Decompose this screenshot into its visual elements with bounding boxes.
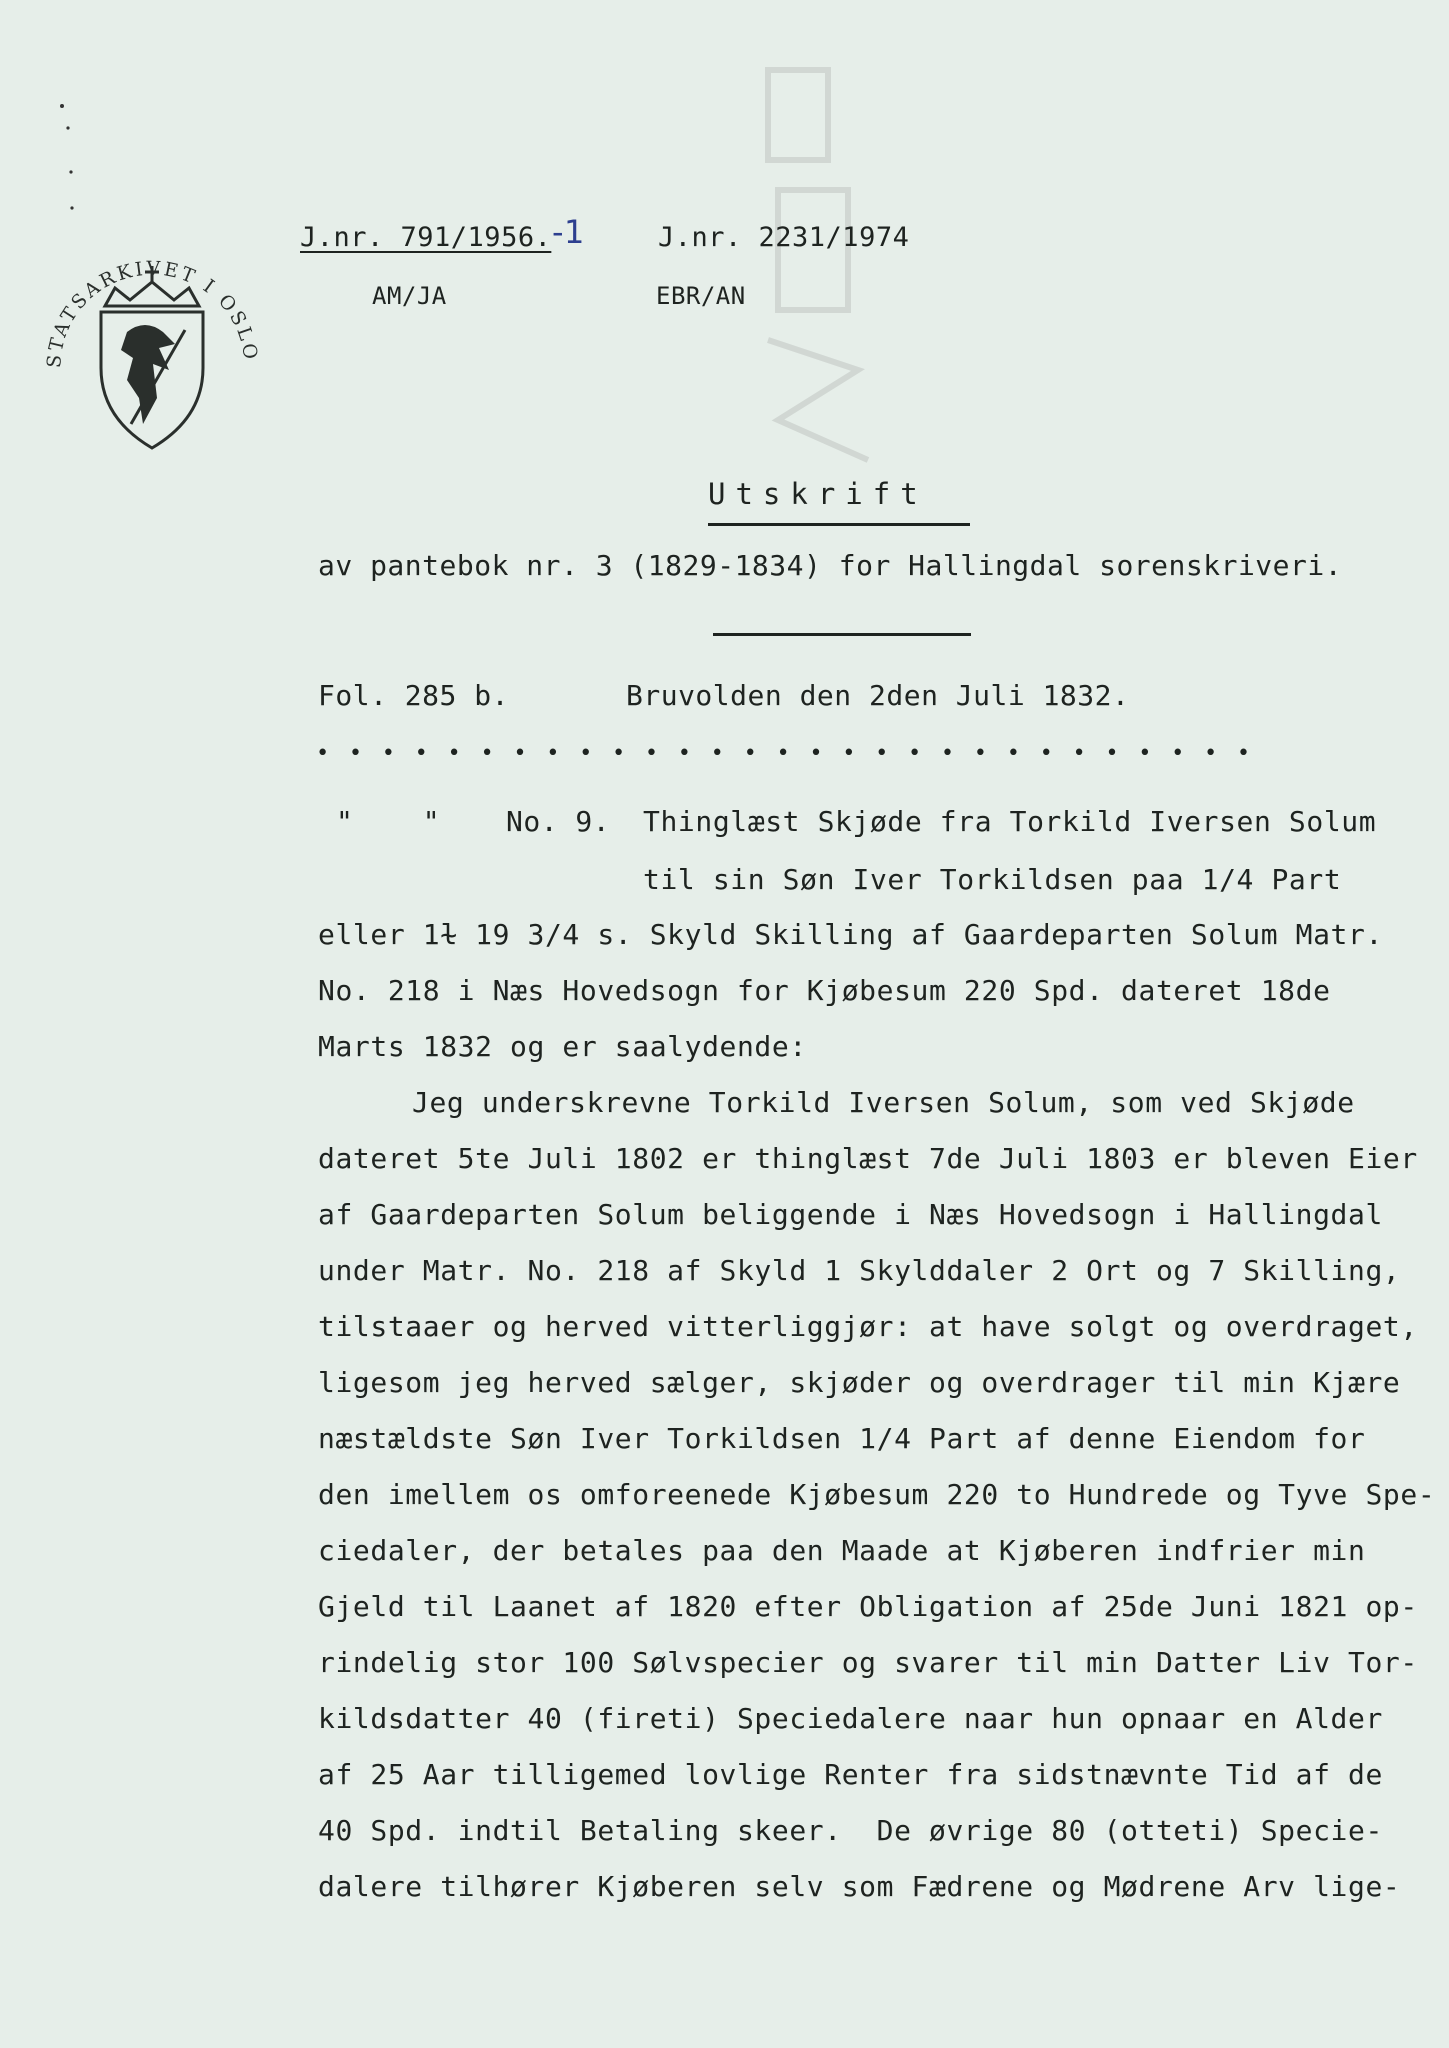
body-line: No. 218 i Næs Hovedsogn for Kjøbesum 220 Spd. dateret 18de [318, 974, 1331, 1007]
ref-left-handwritten: -1 [552, 213, 585, 251]
document-subtitle: av pantebok nr. 3 (1829-1834) for Hallingdal sorenskriveri. [318, 549, 1343, 582]
norwegian-lion-coat-of-arms-icon [101, 266, 203, 448]
body-line: Gjeld til Laanet af 1820 efter Obligation af 25de Juni 1821 op- [318, 1590, 1418, 1623]
body-line: Jeg underskrevne Torkild Iversen Solum, som ved Skjøde [412, 1086, 1355, 1119]
body-line: kildsdatter 40 (fireti) Speciedalere naar hun opnaar en Alder [318, 1702, 1383, 1735]
ref-left-initials: AM/JA [372, 282, 447, 310]
body-line: til sin Søn Iver Torkildsen paa 1/4 Part [643, 863, 1342, 896]
body-line: rindelig stor 100 Sølvspecier og svarer til min Datter Liv Tor- [318, 1646, 1418, 1679]
ref-right-initials: EBR/AN [656, 282, 746, 310]
body-line: eller 1ɫ 19 3/4 s. Skyld Skilling af Gaardeparten Solum Matr. [318, 918, 1383, 951]
place-date: Bruvolden den 2den Juli 1832. [626, 679, 1130, 712]
body-line: dateret 5te Juli 1802 er thinglæst 7de Juli 1803 er bleven Eier [318, 1142, 1418, 1175]
body-line: næstældste Søn Iver Torkildsen 1/4 Part af denne Eiendom for [318, 1422, 1366, 1455]
body-line: af 25 Aar tilligemed lovlige Renter fra sidstnævnte Tid af de [318, 1758, 1383, 1791]
seal-text: STATSARKIVET I OSLO [43, 257, 262, 369]
separator-rule [713, 633, 971, 636]
body-line: under Matr. No. 218 af Skyld 1 Skylddaler 2 Ort og 7 Skilling, [318, 1254, 1401, 1287]
document-title: Utskrift [708, 477, 928, 511]
body-line: den imellem os omforeenede Kjøbesum 220 to Hundrede og Tyve Spe- [318, 1478, 1436, 1511]
dotted-separator: • • • • • • • • • • • • • • • • • • • • • • • • • • • • • [316, 741, 1254, 766]
entry-ditto-marks: " " [336, 805, 441, 838]
entry-number: No. 9. [506, 805, 611, 838]
title-underline [708, 523, 970, 526]
ref-left: J.nr. 791/1956. [300, 222, 552, 253]
body-line: 40 Spd. indtil Betaling skeer. De øvrige 80 (otteti) Specie- [318, 1814, 1383, 1847]
body-line: Marts 1832 og er saalydende: [318, 1030, 807, 1063]
body-line: Thinglæst Skjøde fra Torkild Iversen Solum [643, 805, 1377, 838]
folio: Fol. 285 b. [318, 679, 509, 712]
body-line: ligesom jeg herved sælger, skjøder og overdrager til min Kjære [318, 1366, 1401, 1399]
body-line: tilstaaer og herved vitterliggjør: at have solgt og overdraget, [318, 1310, 1418, 1343]
margin-specks [56, 100, 76, 220]
ghost-stamp-mark [748, 40, 888, 480]
body-line: af Gaardeparten Solum beliggende i Næs Hovedsogn i Hallingdal [318, 1198, 1383, 1231]
body-line: dalere tilhører Kjøberen selv som Fædrene og Mødrene Arv lige- [318, 1870, 1401, 1903]
archive-seal [35, 248, 270, 483]
body-line: ciedaler, der betales paa den Maade at Kjøberen indfrier min [318, 1534, 1366, 1567]
ref-right: J.nr. 2231/1974 [658, 222, 910, 253]
